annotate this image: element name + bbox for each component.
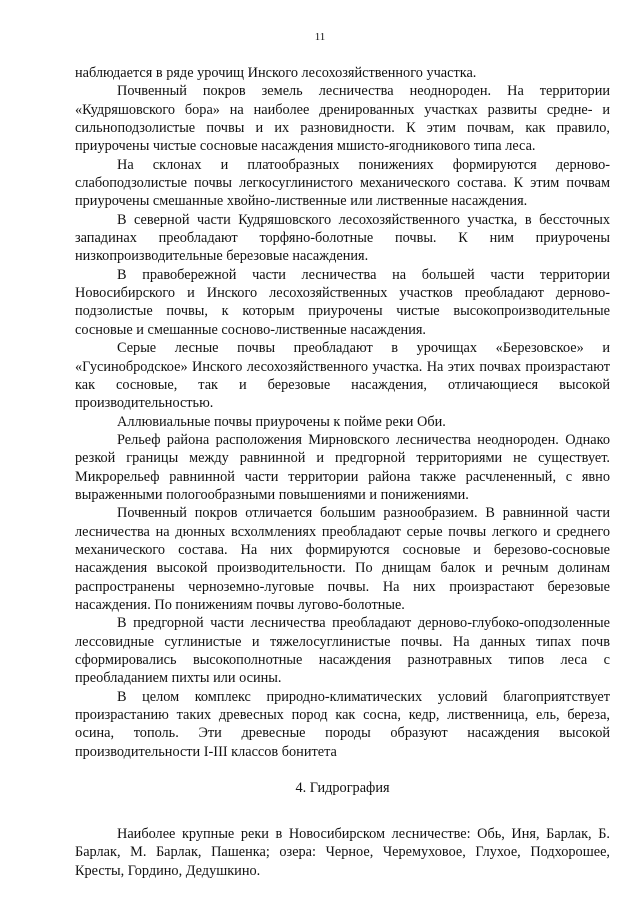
paragraph: В предгорной части лесничества преобладают дерново-глубоко-оподзоленные лессовидные суглинистые и тяжелосуглинистые почвы. На данных типах почв сформировались высокополнотные насаждения разнотравных типов леса с преобладанием пихты или осины. <box>75 615 610 687</box>
paragraph: В северной части Кудряшовского лесохозяйственного участка, в бессточных западинах преобладают торфяно-болотные почвы. К ним приурочены низкопроизводительные березовые насаждения. <box>75 211 610 265</box>
document-body <box>75 64 610 880</box>
page-number: 11 <box>314 31 326 43</box>
paragraph: Серые лесные почвы преобладают в урочищах «Березовское» и «Гусинобродское» Инского лесохозяйственного участка. На этих почвах произрастают как сосновые, так и березовые насаждения, отличающиеся высокой производительностью. <box>75 340 610 412</box>
paragraph: Почвенный покров отличается большим разнообразием. В равнинной части лесничества на дюнных всхолмлениях преобладают серые почвы легкого и среднего механического состава. На них формируются сосновые и березово-сосновые насаждения высокой производительности. По днищам балок и речным долинам распространены черноземно-луговые почвы. На них произрастают березовые насаждения. По понижениям почвы лугово-болотные. <box>75 505 610 613</box>
section-heading: 4. Гидрография <box>295 780 390 797</box>
paragraph: Наиболее крупные реки в Новосибирском лесничестве: Обь, Иня, Барлак, Б. Барлак, М. Барлак, Пашенка; озера: Черное, Черемуховое, Глухое, Подхорошее, Кресты, Гордино, Дедушкино. <box>75 826 610 879</box>
paragraph: Почвенный покров земель лесничества неоднороден. На территории «Кудряшовского бора» на наиболее дренированных участках развиты средне- и сильноподзолистые почвы и их разновидности. К этим почвам, как правило, приурочены чистые сосновые насаждения мшисто-ягодникового типа леса. <box>75 83 610 155</box>
paragraph: В целом комплекс природно-климатических условий благоприятствует произрастанию таких древесных пород как сосна, кедр, лиственница, ель, береза, осина, тополь. Эти древесные породы образуют насаждения высокой производительности I-III классов бонитета <box>75 688 610 760</box>
paragraph: Аллювиальные почвы приурочены к пойме реки Оби. <box>117 413 446 430</box>
paragraph: наблюдается в ряде урочищ Инского лесохозяйственного участка. <box>75 65 477 81</box>
paragraph: На склонах и платообразных понижениях формируются дерново-слабоподзолистые почвы легкосуглинистого механического состава. К этим почвам приурочены смешанные хвойно-лиственные или лиственные насаждения. <box>75 156 610 210</box>
paragraph: Рельеф района расположения Мирновского лесничества неоднороден. Однако резкой границы между равнинной и предгорной территориями не существует. Микрорельеф равнинной части территории района также расчлененный, с явно выраженными пологообразными повышениями и понижениями. <box>75 431 610 503</box>
paragraph: В правобережной части лесничества на большей части территории Новосибирского и Инского лесохозяйственных участков преобладают дерново-подзолистые почвы, к которым приурочены чистые высокопроизводительные сосновые и смешанные сосново-лиственные насаждения. <box>75 266 610 338</box>
